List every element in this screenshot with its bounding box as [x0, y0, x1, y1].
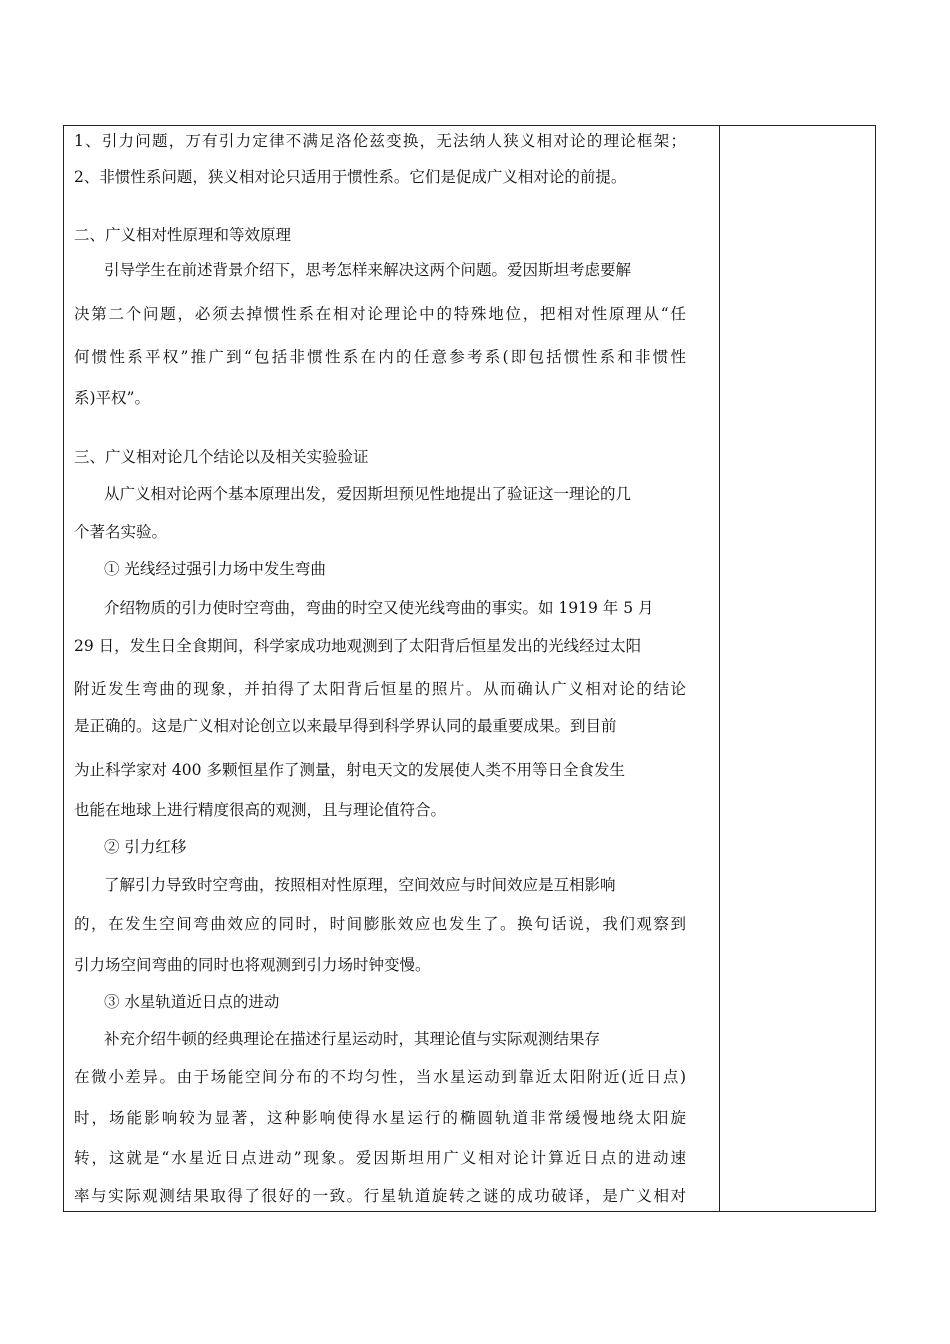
text-line: 附近发生弯曲的现象，并拍得了太阳背后恒星的照片。从而确认广义相对论的结论 — [74, 680, 686, 698]
text-line: 从广义相对论两个基本原理出发，爱因斯坦预见性地提出了验证这一理论的几 — [104, 485, 632, 503]
text-line: 1、引力问题，万有引力定律不满足洛伦兹变换，无法纳人狭义相对论的理论框架； — [74, 132, 686, 150]
document-table — [63, 125, 876, 1212]
text-line: 系)平权”。 — [74, 389, 150, 407]
text-line: 何惯性系平权”推广到“包括非惯性系在内的任意参考系(即包括惯性系和非惯性 — [74, 348, 686, 366]
text-line: 是正确的。这是广义相对论创立以来最早得到科学界认同的最重要成果。到目前 — [74, 717, 617, 735]
section-heading: 三、广义相对论几个结论以及相关实验验证 — [74, 448, 369, 466]
text-line: 引导学生在前述背景介绍下，思考怎样来解决这两个问题。爱因斯坦考虑要解 — [104, 261, 632, 279]
text-line: 个著名实验。 — [74, 523, 168, 541]
section-heading: 二、广义相对性原理和等效原理 — [74, 226, 292, 244]
text-line: 转，这就是“水星近日点进动”现象。爱因斯坦用广义相对论计算近日点的进动速 — [74, 1149, 686, 1167]
text-line: 介绍物质的引力使时空弯曲，弯曲的时空又使光线弯曲的事实。如 1919 年 5 月 — [104, 599, 654, 617]
text-line: 29 日，发生日全食期间，科学家成功地观测到了太阳背后恒星发出的光线经过太阳 — [74, 637, 642, 655]
subsection-heading: ③ 水星轨道近日点的进动 — [104, 993, 280, 1011]
text-line: 引力场空间弯曲的同时也将观测到引力场时钟变慢。 — [74, 956, 431, 974]
text-line: 率与实际观测结果取得了很好的一致。行星轨道旋转之谜的成功破译，是广义相对 — [74, 1187, 686, 1205]
text-line: 了解引力导致时空弯曲，按照相对性原理，空间效应与时间效应是互相影响 — [104, 876, 616, 894]
text-line: 在微小差异。由于场能空间分布的不均匀性，当水星运动到靠近太阳附近(近日点) — [74, 1068, 686, 1086]
text-line: 的，在发生空间弯曲效应的同时，时间膨胀效应也发生了。换句话说，我们观察到 — [74, 915, 686, 933]
subsection-heading: ② 引力红移 — [104, 838, 187, 856]
subsection-heading: ① 光线经过强引力场中发生弯曲 — [104, 560, 326, 578]
text-line: 时，场能影响较为显著，这种影响使得水星运行的椭圆轨道非常缓慢地绕太阳旋 — [74, 1109, 686, 1127]
column-divider — [719, 126, 720, 1211]
text-line: 2、非惯性系问题，狭义相对论只适用于惯性系。它们是促成广义相对论的前提。 — [74, 168, 627, 186]
text-line: 也能在地球上进行精度很高的观测，且与理论值符合。 — [74, 801, 447, 819]
text-line: 为止科学家对 400 多颗恒星作了测量，射电天文的发展使人类不用等日全食发生 — [74, 761, 625, 779]
text-line: 补充介绍牛顿的经典理论在描述行星运动时，其理论值与实际观测结果存 — [104, 1030, 601, 1048]
text-line: 决第二个问题，必须去掉惯性系在相对论理论中的特殊地位，把相对性原理从“任 — [74, 305, 686, 323]
